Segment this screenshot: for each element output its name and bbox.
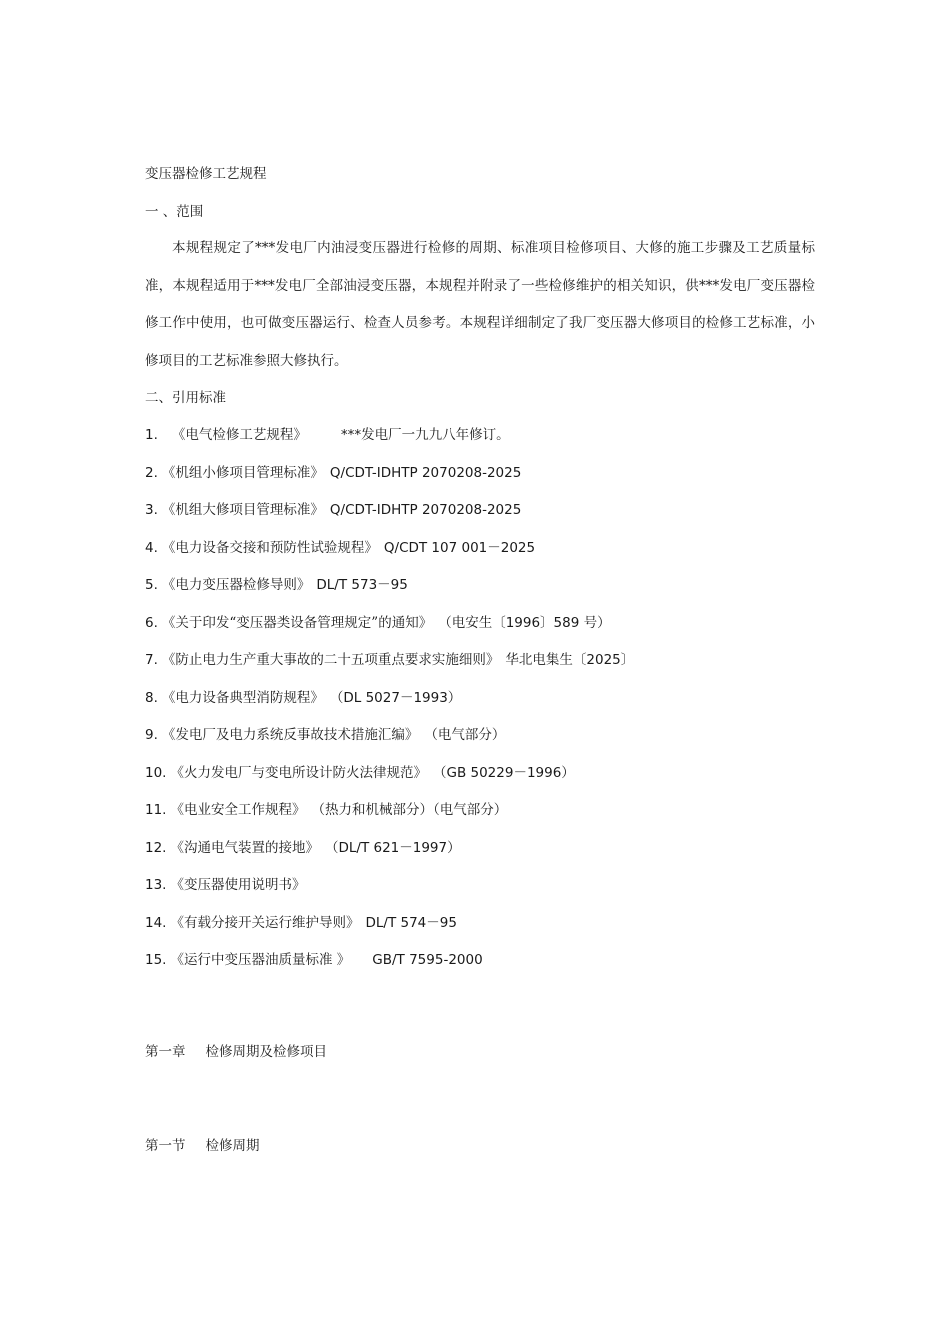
reference-code: DL/T 573－95 (316, 577, 408, 593)
reference-item (145, 426, 510, 444)
reference-item (145, 876, 305, 894)
section-heading-period (145, 1137, 260, 1155)
reference-title: 《防止电力生产重大事故的二十五项重点要求实施细则》 (161, 652, 500, 668)
reference-title: 《电力变压器检修导则》 (161, 577, 311, 593)
reference-code: GB/T 7595-2000 (372, 952, 483, 968)
reference-item (145, 839, 461, 857)
document-title: 变压器检修工艺规程 (145, 166, 267, 182)
section-title: 检修周期 (205, 1138, 260, 1154)
reference-item (145, 951, 483, 969)
reference-title: 《电力设备典型消防规程》 (161, 689, 324, 706)
reference-code: （DL 5027－1993） (329, 689, 462, 706)
reference-number: 12. (145, 839, 167, 856)
reference-title: 《变压器使用说明书》 (170, 877, 306, 893)
reference-number: 2. (145, 464, 158, 481)
section-heading-scope: 一 、范围 (145, 204, 204, 220)
reference-item (145, 614, 611, 632)
reference-code: DL/T 574－95 (365, 914, 457, 931)
reference-title: 《运行中变压器油质量标准 》 (170, 952, 351, 968)
reference-item (145, 764, 575, 782)
reference-number: 7. (145, 652, 158, 668)
reference-number: 9. (145, 727, 158, 743)
reference-title: 《机组小修项目管理标准》 (161, 464, 324, 481)
reference-code: Q/CDT-IDHTP 2070208-2025 (329, 502, 522, 518)
reference-title: 《电力设备交接和预防性试验规程》 (161, 539, 378, 556)
reference-title: 《火力发电厂与变电所设计防火法律规范》 (170, 764, 427, 781)
reference-title: 《沟通电气装置的接地》 (170, 839, 319, 856)
reference-item (145, 801, 507, 819)
section-heading-references: 二、引用标准 (145, 390, 226, 406)
reference-item (145, 914, 457, 932)
reference-item (145, 689, 461, 707)
reference-title: 《机组大修项目管理标准》 (161, 502, 324, 518)
reference-title: 《有载分接开关运行维护导则》 (170, 914, 360, 931)
reference-code: （电安生〔1996〕589 号） (438, 614, 611, 631)
reference-code: （GB 50229－1996） (432, 764, 575, 781)
reference-item (145, 651, 634, 669)
reference-number: 5. (145, 577, 158, 593)
chapter-label: 第一章 (145, 1044, 186, 1060)
reference-number: 10. (145, 764, 167, 781)
reference-number: 8. (145, 689, 158, 706)
reference-number: 1. (145, 427, 158, 443)
reference-title: 《电气检修工艺规程》 (171, 427, 307, 443)
reference-code: 华北电集生〔2025〕 (505, 652, 635, 668)
reference-code: （电气部分） (424, 727, 506, 743)
reference-number: 4. (145, 539, 158, 556)
reference-code: Q/CDT 107 001－2025 (383, 539, 536, 556)
reference-number: 3. (145, 502, 158, 518)
reference-item (145, 576, 408, 594)
reference-title: 《关于印发“变压器类设备管理规定”的通知》 (161, 614, 433, 631)
reference-item (145, 726, 505, 744)
reference-title: 《发电厂及电力系统反事故技术措施汇编》 (161, 727, 419, 743)
reference-number: 13. (145, 877, 167, 893)
chapter-heading (145, 1043, 327, 1061)
reference-code: Q/CDT-IDHTP 2070208-2025 (329, 464, 522, 481)
reference-number: 14. (145, 914, 167, 931)
scope-paragraph: 本规程规定了***发电厂内油浸变压器进行检修的周期、标准项目检修项目、大修的施工步骤及工艺质量标准，本规程适用于***发电厂全部油浸变压器，本规程并附录了一些检修维护的相关知识，供***发电厂变压器检修工作中使用，也可做变压器运行、检查人员参考。本规程详细制定了我厂变压器大修项目的检修工艺标准，小修项目的工艺标准参照大修执行。 (145, 240, 815, 369)
reference-number: 15. (145, 952, 167, 968)
reference-item (145, 501, 521, 519)
reference-number: 6. (145, 614, 158, 631)
reference-item (145, 539, 535, 557)
reference-code: （热力和机械部分）（电气部分） (311, 802, 508, 818)
section-label: 第一节 (145, 1138, 186, 1154)
reference-code: （DL/T 621－1997） (324, 839, 461, 856)
reference-title: 《电业安全工作规程》 (170, 802, 306, 818)
reference-number: 11. (145, 802, 167, 818)
reference-item (145, 464, 521, 482)
reference-code: ***发电厂一九九八年修订。 (340, 427, 510, 443)
chapter-title: 检修周期及检修项目 (205, 1044, 327, 1060)
